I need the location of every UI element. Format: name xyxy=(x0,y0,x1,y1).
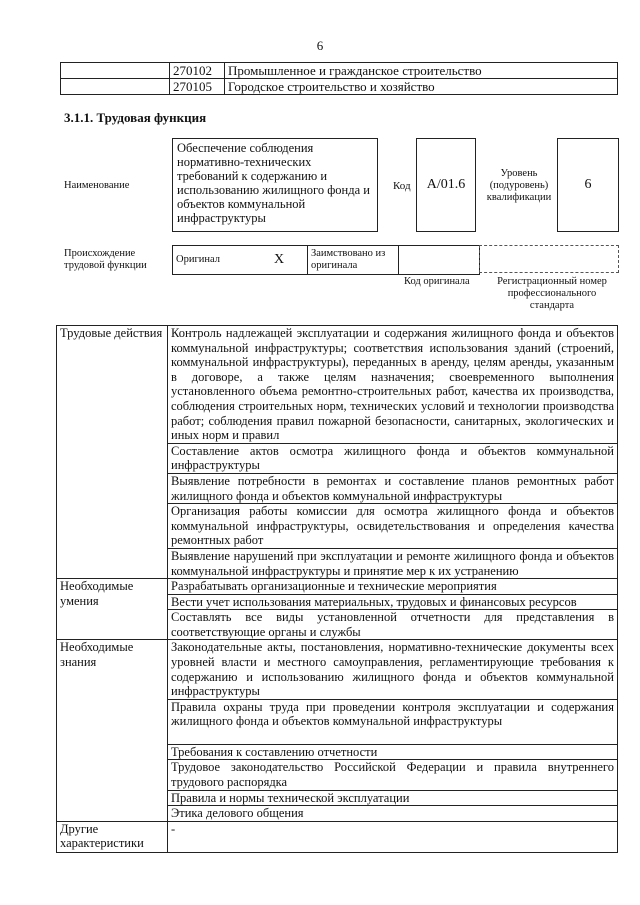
origin-table xyxy=(172,245,480,275)
table-row xyxy=(173,246,480,275)
specialty-title: Промышленное и гражданское строительство xyxy=(225,63,618,79)
list-item: Вести учет использования материальных, трудовых и финансовых ресурсов xyxy=(168,594,618,610)
table-row xyxy=(57,579,618,595)
specialty-codes-table xyxy=(60,62,618,95)
specialty-title: Городское строительство и хозяйство xyxy=(225,79,618,95)
specialty-code: 270105 xyxy=(170,79,225,95)
list-item: Правила и нормы технической эксплуатации xyxy=(168,790,618,806)
empty-cell xyxy=(61,79,170,95)
origin-label: Происхождение трудовой функции xyxy=(64,248,147,271)
code-label: Код xyxy=(393,180,411,192)
table-row xyxy=(57,821,618,852)
function-level: 6 xyxy=(557,138,619,232)
list-item: Разрабатывать организационные и технические мероприятия xyxy=(168,579,618,595)
list-item: Требования к составлению отчетности xyxy=(168,744,618,760)
list-item: Этика делового общения xyxy=(168,806,618,822)
reg-number-cell xyxy=(479,245,619,273)
page-number: 6 xyxy=(316,38,324,53)
function-details-table xyxy=(56,325,618,853)
function-name: Обеспечение соблюдения нормативно-технических требований к содержанию и использованию жилищного фонда и объектов коммунальной инфраструктуры xyxy=(172,138,378,232)
section-title: 3.1.1. Трудовая функция xyxy=(64,110,207,125)
original-code-label: Код оригинала xyxy=(404,276,470,287)
function-code: A/01.6 xyxy=(416,138,476,232)
category-cell: Другие характеристики xyxy=(57,821,168,852)
list-item: Выявление нарушений при эксплуатации и ремонте жилищного фонда и объектов коммунальной инфраструктуры и принятие мер к их устранению xyxy=(168,548,618,578)
borrowed-label: Заимствовано из оригинала xyxy=(308,246,399,275)
list-item: Выявление потребности в ремонтах и составление планов ремонтных работ жилищного фонда и объектов коммунальной инфраструктуры xyxy=(168,473,618,503)
category-cell: Необходимые умения xyxy=(57,579,168,640)
category-cell: Необходимые знания xyxy=(57,640,168,821)
list-item: Законодательные акты, постановления, нормативно-технические документы всех уровней власти и местного самоуправления, регламентирующие требования к содержанию и использованию жилищного фонда и объектов коммунальной инфраструктуры xyxy=(168,640,618,699)
category-cell: Трудовые действия xyxy=(57,326,168,579)
list-item: Трудовое законодательство Российской Федерации и правила внутреннего трудового распорядка xyxy=(168,760,618,790)
empty-cell xyxy=(61,63,170,79)
list-item: Составлять все виды установленной отчетности для представления в соответствующие органы и службы xyxy=(168,610,618,640)
original-label: Оригинал xyxy=(173,246,252,275)
list-item: Организация работы комиссии для осмотра жилищного фонда и объектов коммунальной инфраструктуры, освидетельствования и определения качества ремонтных работ xyxy=(168,504,618,549)
table-row xyxy=(61,63,618,79)
list-item: Контроль надлежащей эксплуатации и содержания жилищного фонда и объектов коммунальной инфраструктуры; соответствия использования зданий (строений, коммунальной инфраструктуры), переданных в аренду, целям аренды, указанным в договоре, а также целям назначения; своевременного выполнения установленного объема ремонтно-строительных работ, качества их производства, соблюдения строительных норм, технических условий и технологии производства работ; соблюдения правил пожарной безопасности, санитарных, экологических и иных норм и правил xyxy=(168,326,618,444)
table-row xyxy=(57,640,618,699)
list-item: Составление актов осмотра жилищного фонда и объектов коммунальной инфраструктуры xyxy=(168,443,618,473)
table-row xyxy=(61,79,618,95)
reg-number-label: Регистрационный номер профессионального стандарта xyxy=(497,276,607,311)
list-item: Правила охраны труда при проведении контроля эксплуатации и содержания жилищного фонда и объектов коммунальной инфраструктуры xyxy=(168,699,618,744)
original-mark: X xyxy=(251,246,308,275)
original-code-cell xyxy=(399,246,480,275)
name-label: Наименование xyxy=(64,180,130,191)
level-label: Уровень (подуровень) квалификации xyxy=(486,168,552,203)
specialty-code: 270102 xyxy=(170,63,225,79)
list-item: - xyxy=(168,821,618,852)
table-row xyxy=(57,326,618,444)
